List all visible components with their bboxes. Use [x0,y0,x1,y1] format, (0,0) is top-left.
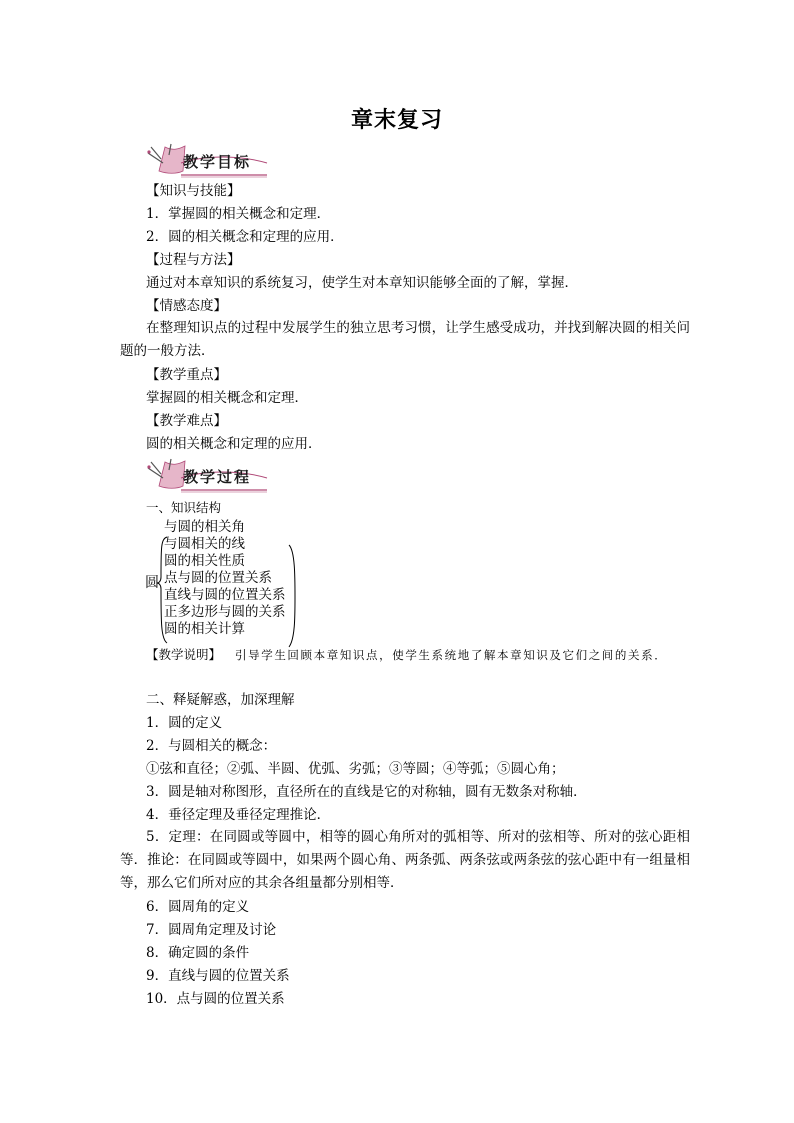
teaching-note [120,643,690,667]
banner-label: 教学目标 [183,153,252,171]
knowledge-item-1: 1．掌握圆的相关概念和定理． [146,206,331,222]
review-item-4: 4．垂径定理及垂径定理推论． [146,807,331,823]
teaching-note-text: 引导学生回顾本章知识点，使学生系统地了解本章知识及它们之间的关系． [235,648,668,662]
method-heading: 【过程与方法】 [146,252,241,268]
knowledge-tree [145,517,305,649]
review-item-9: 9．直线与圆的位置关系 [146,968,290,984]
teaching-note-label: 【教学说明】 [146,647,222,662]
difficulty-heading: 【教学难点】 [146,413,227,429]
review-item-3: 3．圆是轴对称图形，直径所在的直线是它的对称轴，圆有无数条对称轴． [146,784,587,800]
tree-item: 与圆相关的线 [164,536,245,552]
section-banner-process [145,458,270,494]
review-item-8: 8．确定圆的条件 [146,945,250,961]
banner-label: 教学过程 [183,468,252,486]
review-item-2-list: ①弦和直径；②弧、半圆、优弧、劣弧；③等圆；④等弧；⑤圆心角； [146,761,565,777]
key-text: 掌握圆的相关概念和定理． [146,390,308,406]
tree-item: 直线与圆的位置关系 [164,587,286,603]
review-item-1: 1．圆的定义 [146,715,223,731]
key-heading: 【教学重点】 [146,367,227,383]
review-item-10: 10．点与圆的位置关系 [146,991,285,1007]
tree-item: 圆的相关计算 [164,621,245,637]
tree-item: 与圆的相关角 [164,519,245,535]
emotion-text: 在整理知识点的过程中发展学生的独立思考习惯，让学生感受成功，并找到解决圆的相关问题的一般方法． [120,320,690,359]
review-item-2: 2．与圆相关的概念： [146,738,277,754]
section-clarify: 二、释疑解惑，加深理解 [146,692,295,708]
tree-item: 圆的相关性质 [164,553,245,569]
knowledge-heading: 【知识与技能】 [146,183,241,199]
knowledge-item-2: 2．圆的相关概念和定理的应用． [146,229,344,245]
tree-item: 正多边形与圆的关系 [164,604,286,620]
tree-root-label: 圆 [145,575,159,591]
section-knowledge-structure: 一、知识结构 [146,500,222,515]
page-title: 章末复习 [350,108,443,133]
emotion-heading: 【情感态度】 [146,298,227,314]
review-item-5: 5．定理：在同圆或等圆中，相等的圆心角所对的弧相等、所对的弦相等、所对的弦心距相等．推论：在同圆或等圆中，如果两个圆心角、两条弧、两条弦或两条弦的弦心距中有一组量相等，那么它们所对应的其余各组量都分别相等． [120,829,690,891]
section-banner-goals [145,143,270,179]
review-item-7: 7．圆周角定理及讨论 [146,922,277,938]
difficulty-text: 圆的相关概念和定理的应用． [146,436,322,452]
tree-item: 点与圆的位置关系 [164,570,272,586]
method-text: 通过对本章知识的系统复习，使学生对本章知识能够全面的了解，掌握． [146,275,578,291]
review-item-6: 6．圆周角的定义 [146,899,250,915]
